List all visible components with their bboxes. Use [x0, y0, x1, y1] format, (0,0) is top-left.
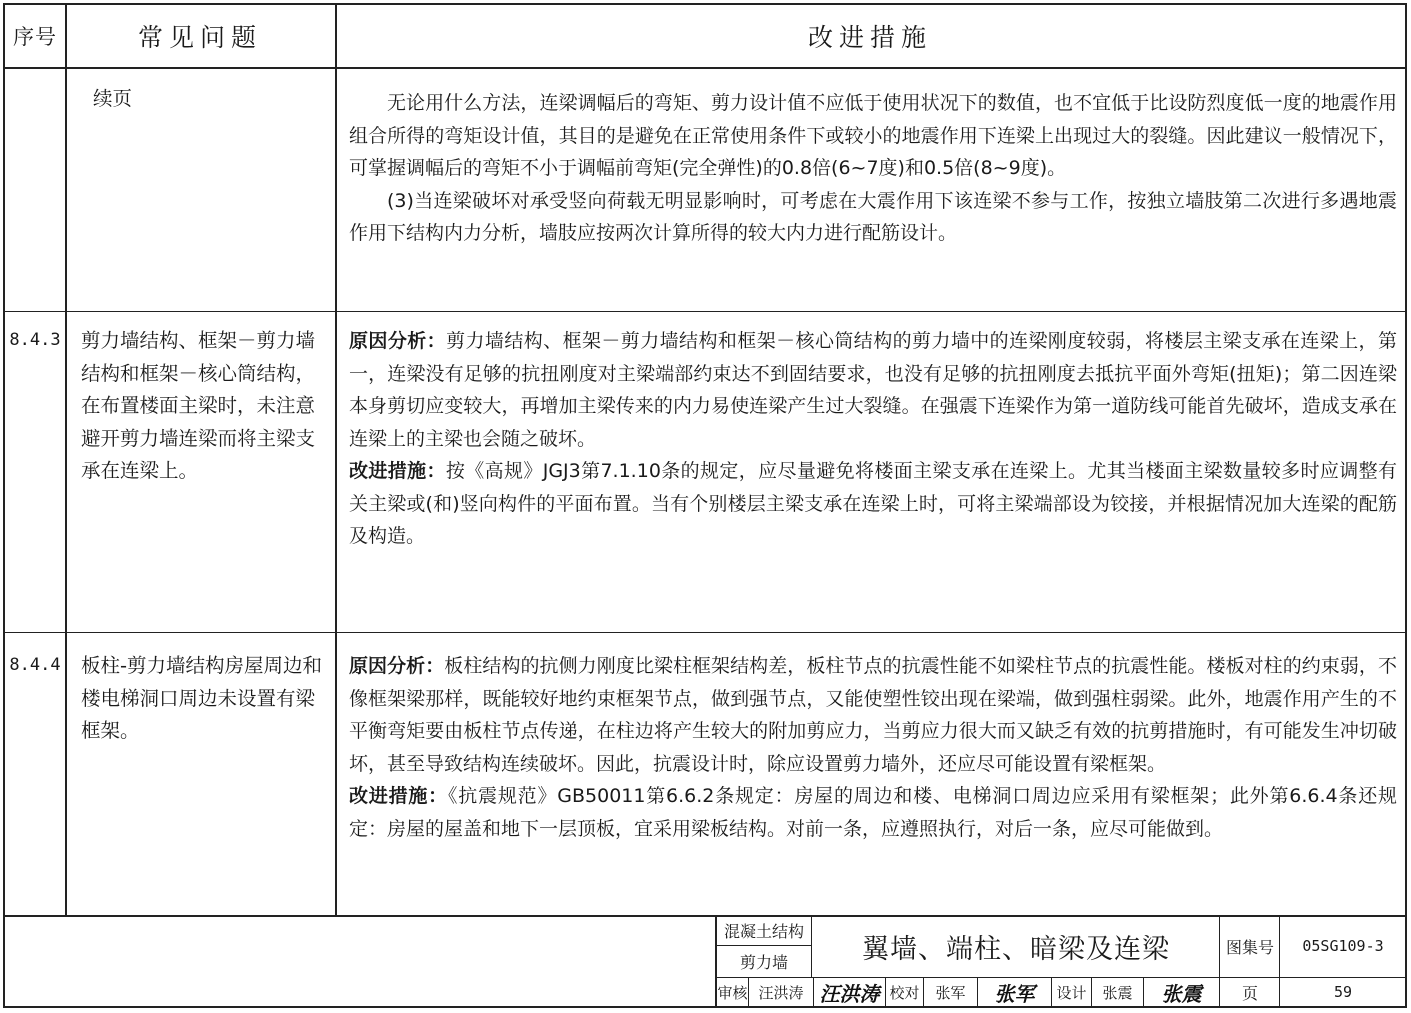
paragraph: 无论用什么方法，连梁调幅后的弯矩、剪力设计值不应低于使用状况下的数值，也不宜低于比设防烈度低一度的地震作用组合所得的弯矩设计值，其目的是避免在正常使用条件下或较小的地震作用下连梁上出现过大的裂缝。因此建议一般情况下，可掌握调幅后的弯矩不小于调幅前弯矩(完全弹性)的0.8倍(6~7度)和0.5倍(8~9度)。: [349, 92, 1397, 179]
check-signature: 张军: [994, 981, 1035, 1006]
col-divider-1: [65, 5, 67, 915]
cause-paragraph: [349, 325, 1397, 455]
page-label: 页: [1241, 983, 1258, 1003]
drawing-title: 翼墙、端柱、暗梁及连梁: [862, 933, 1170, 965]
atlas-number: 05SG109-3: [1302, 937, 1384, 955]
measure-paragraph: [349, 455, 1397, 553]
row-continued-text: [349, 87, 1397, 250]
page-number: 59: [1333, 983, 1353, 1001]
measure-label: 改进措施：: [349, 785, 448, 807]
drawing-sheet: [3, 3, 1407, 1008]
review-name: 汪洪涛: [758, 983, 804, 1002]
row-divider-2: [5, 632, 1405, 633]
col-divider-2: [335, 5, 337, 915]
cause-label: 原因分析：: [349, 330, 447, 352]
check-label: 校对: [889, 983, 920, 1002]
row-measure-text: [349, 650, 1397, 845]
header-no: 序号: [13, 25, 57, 49]
measure-paragraph: [349, 780, 1397, 845]
header-problem: 常见问题: [137, 23, 262, 52]
design-label: 设计: [1056, 983, 1087, 1002]
cause-paragraph: [349, 650, 1397, 780]
cause-text: 剪力墙结构、框架－剪力墙结构和框架－核心筒结构的剪力墙中的连梁刚度较弱，将楼层主梁支承在连梁上，第一，连梁没有足够的抗扭刚度对主梁端部约束达不到固结要求，也没有足够的抗扭刚度去抵抗平面外弯矩(扭矩)；第二因连梁本身剪切应变较大，再增加主梁传来的内力易使连梁产生过大裂缝。在强震下连梁作为第一道防线可能首先破坏，造成支承在连梁上的主梁也会随之破坏。: [349, 330, 1397, 450]
design-name: 张震: [1102, 983, 1133, 1002]
category-2: 剪力墙: [739, 953, 788, 972]
review-signature: 汪洪涛: [819, 981, 880, 1006]
review-label: 审核: [717, 983, 748, 1002]
cause-text: 板柱结构的抗侧力刚度比梁柱框架结构差，板柱节点的抗震性能不如梁柱节点的抗震性能。楼板对柱的约束弱，不像框架梁那样，既能较好地约束框架节点，做到强节点，又能使塑性铰出现在梁端，做到强柱弱梁。此外，地震作用产生的不平衡弯矩要由板柱节点传递，在柱边将产生较大的附加剪应力，当剪应力很大而又缺乏有效的抗剪措施时，有可能发生冲切破坏，甚至导致结构连续破坏。因此，抗震设计时，除应设置剪力墙外，还应尽可能设置有梁框架。: [349, 655, 1397, 775]
check-name: 张军: [935, 983, 966, 1002]
paragraph: (3)当连梁破坏对承受竖向荷载无明显影响时，可考虑在大震作用下该连梁不参与工作，按独立墙肢第二次进行多遇地震作用下结构内力分析，墙肢应按两次计算所得的较大内力进行配筋设计。: [349, 189, 1397, 244]
header-measure: 改进措施: [807, 23, 932, 52]
row-problem: 剪力墙结构、框架－剪力墙结构和框架－核心筒结构，在布置楼面主梁时，未注意避开剪力墙连梁而将主梁支承在连梁上。: [81, 329, 316, 482]
measure-label: 改进措施：: [349, 460, 446, 482]
design-signature: 张震: [1161, 981, 1202, 1006]
category-1: 混凝土结构: [723, 921, 804, 941]
atlas-label: 图集号: [1225, 937, 1274, 957]
cause-label: 原因分析：: [349, 655, 445, 677]
row-divider-1: [5, 311, 1405, 312]
measure-text: 《抗震规范》GB50011第6.6.2条规定：房屋的周边和楼、电梯洞口周边应采用有梁框架；此外第6.6.4条还规定：房屋的屋盖和地下一层顶板，宜采用梁板结构。对前一条，应遵照执行，对后一条，应尽可能做到。: [349, 785, 1397, 840]
measure-text: 按《高规》JGJ3第7.1.10条的规定，应尽量避免将楼面主梁支承在连梁上。尤其当楼面主梁数量较多时应调整有关主梁或(和)竖向构件的平面布置。当有个别楼层主梁支承在连梁上时，可将主梁端部设为铰接，并根据情况加大连梁的配筋及构造。: [349, 460, 1397, 547]
row-problem: 板柱-剪力墙结构房屋周边和楼电梯洞口周边未设置有梁框架。: [81, 654, 323, 742]
row-number: 8.4.4: [9, 655, 61, 675]
row-number: 8.4.3: [9, 330, 61, 350]
row-continued-label: 续页: [93, 87, 133, 110]
row-measure-text: [349, 325, 1397, 553]
header-divider: [5, 67, 1405, 69]
